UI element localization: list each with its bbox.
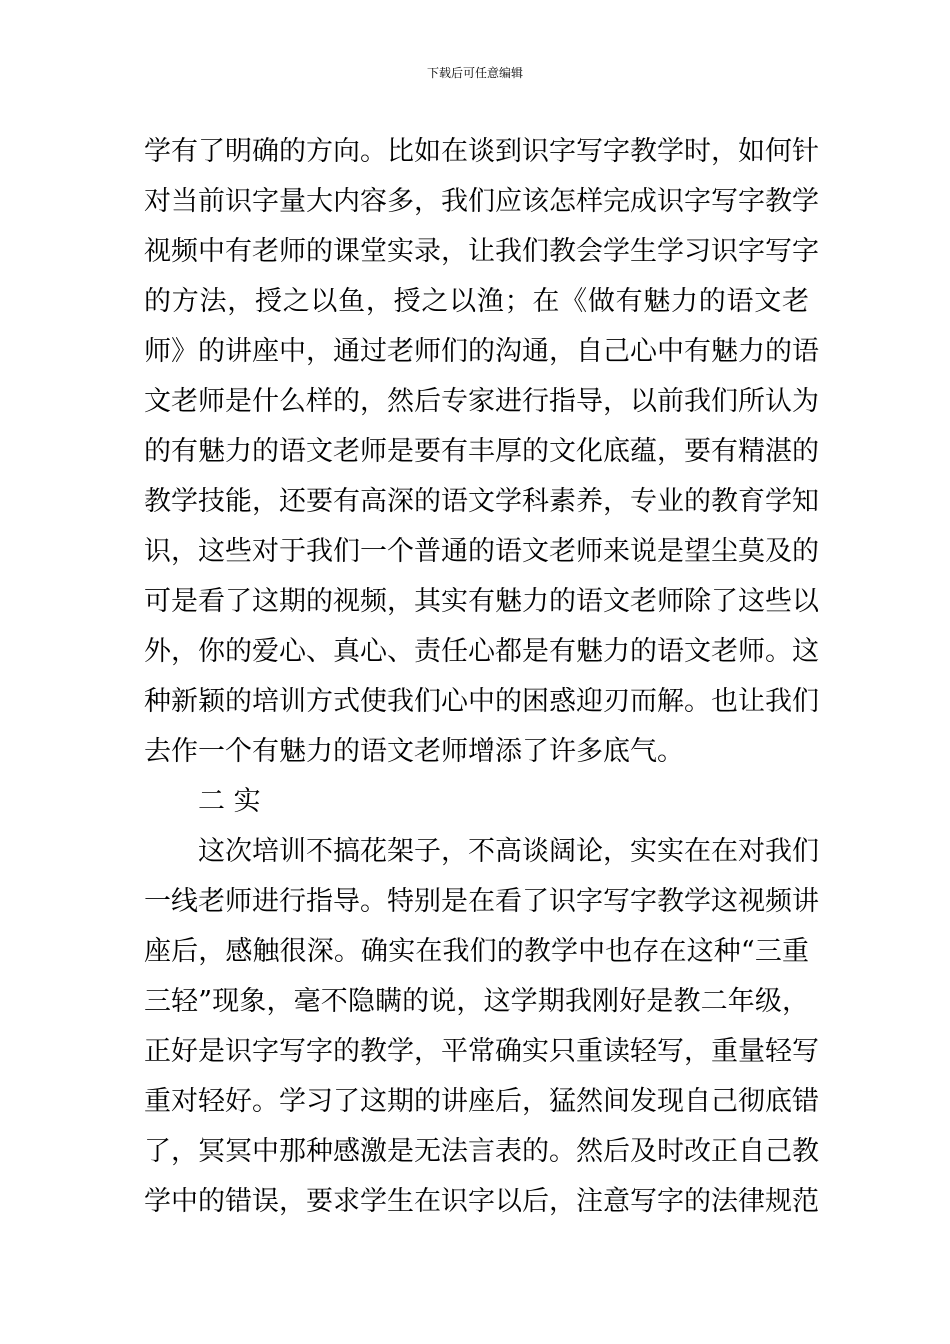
text-line: 对当前识字量大内容多，我们应该怎样完成识字写字教学 [144, 186, 819, 217]
text-line: 种新颖的培训方式使我们心中的困惑迎刃而解。也让我们 [144, 686, 819, 717]
text-line: 座后，感触很深。确实在我们的教学中也存在这种“三重 [144, 936, 809, 967]
text-line: 外，你的爱心、真心、责任心都是有魅力的语文老师。这 [144, 636, 819, 667]
text-line: 三轻”现象，毫不隐瞒的说，这学期我刚好是教二年级， [144, 986, 809, 1017]
page-header: 下载后可任意编辑 [426, 66, 523, 80]
text-line: 正好是识字写字的教学，平常确实只重读轻写，重量轻写 [144, 1036, 819, 1067]
text-line: 教学技能，还要有高深的语文学科素养，专业的教育学知 [144, 486, 819, 517]
text-line: 的方法，授之以鱼，授之以渔；在《做有魅力的语文老 [144, 286, 809, 317]
text-line: 的有魅力的语文老师是要有丰厚的文化底蕴，要有精湛的 [144, 436, 819, 467]
text-line: 了，冥冥中那种感激是无法言表的。然后及时改正自己教 [144, 1136, 819, 1167]
text-line: 去作一个有魅力的语文老师增添了许多底气。 [144, 736, 684, 767]
text-line: 师》的讲座中，通过老师们的沟通，自己心中有魅力的语 [144, 336, 819, 367]
section-heading: 二 实 [198, 786, 261, 817]
text-line: 可是看了这期的视频，其实有魅力的语文老师除了这些以 [144, 586, 819, 617]
text-line: 一线老师进行指导。特别是在看了识字写字教学这视频讲 [144, 886, 819, 917]
document-body [144, 127, 819, 1227]
text-line: 识，这些对于我们一个普通的语文老师来说是望尘莫及的 [144, 536, 819, 567]
text-line: 这次培训不搞花架子，不高谈阔论，实实在在对我们 [198, 836, 819, 867]
text-line: 文老师是什么样的，然后专家进行指导，以前我们所认为 [144, 386, 819, 417]
text-line: 重对轻好。学习了这期的讲座后，猛然间发现自己彻底错 [144, 1086, 819, 1117]
text-line: 学中的错误，要求学生在识字以后，注意写字的法律规范 [144, 1186, 819, 1217]
text-line: 视频中有老师的课堂实录，让我们教会学生学习识字写字 [144, 236, 819, 267]
text-line: 学有了明确的方向。比如在谈到识字写字教学时，如何针 [144, 136, 819, 167]
